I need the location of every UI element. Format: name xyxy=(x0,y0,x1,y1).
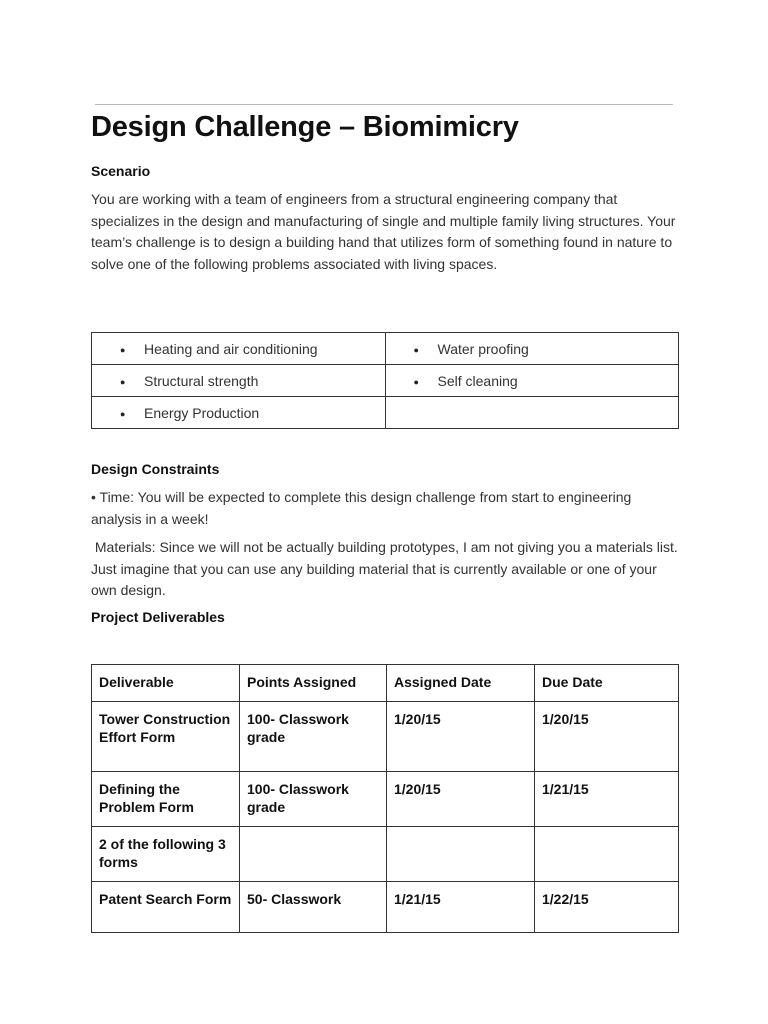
table-cell xyxy=(385,333,679,365)
table-cell: Tower Construction Effort Form xyxy=(92,701,240,771)
table-cell xyxy=(535,826,679,881)
table-cell: Defining the Problem Form xyxy=(92,771,240,826)
problem-label: Structural strength xyxy=(144,372,259,389)
constraint-materials: Materials: Since we will not be actually building prototypes, I am not giving you a materials list. Just imagine that you can use any building material that is currently available or one of your own design. xyxy=(91,539,686,598)
table-row xyxy=(92,771,679,826)
column-header: Assigned Date xyxy=(387,665,535,702)
table-cell: 1/20/15 xyxy=(535,701,679,771)
table-cell xyxy=(92,397,386,429)
table-cell: 1/20/15 xyxy=(387,701,535,771)
table-cell xyxy=(385,365,679,397)
table-row xyxy=(92,397,679,429)
table-cell: 1/21/15 xyxy=(535,771,679,826)
table-row xyxy=(92,701,679,771)
table-cell xyxy=(92,365,386,397)
bullet-icon: ● xyxy=(120,376,126,387)
table-cell-empty xyxy=(385,397,679,429)
table-row xyxy=(92,881,679,932)
document-title: Design Challenge – Biomimicry xyxy=(91,111,519,143)
constraints-heading: Design Constraints xyxy=(91,461,220,477)
table-cell xyxy=(387,826,535,881)
table-cell: 100- Classwork grade xyxy=(240,701,387,771)
table-cell xyxy=(92,333,386,365)
constraint-time: • Time: You will be expected to complete this design challenge from start to engineering analysis in a week! xyxy=(91,489,632,527)
table-cell: 1/22/15 xyxy=(535,881,679,932)
scenario-heading: Scenario xyxy=(91,163,151,179)
table-row xyxy=(92,826,679,881)
table-cell: 1/20/15 xyxy=(387,771,535,826)
problem-label: Water proofing xyxy=(437,340,529,357)
bullet-icon: ● xyxy=(120,408,126,419)
header-divider xyxy=(95,104,673,105)
table-row xyxy=(92,333,679,365)
problems-table xyxy=(91,332,679,429)
scenario-text: You are working with a team of engineers from a structural engineering company that specializes in the design and manufacturing of single and multiple family living structures. Your team’s challenge is to design a building hand that utilizes form of something found in nature to solve one of the following problems associated with living spaces. xyxy=(91,191,676,272)
table-cell: 1/21/15 xyxy=(387,881,535,932)
bullet-icon: ● xyxy=(120,344,126,355)
column-header: Due Date xyxy=(535,665,679,702)
problem-label: Heating and air conditioning xyxy=(144,340,318,357)
problem-label: Energy Production xyxy=(144,404,260,421)
table-cell: 2 of the following 3 forms xyxy=(92,826,240,881)
table-row xyxy=(92,365,679,397)
table-cell xyxy=(240,826,387,881)
problem-label: Self cleaning xyxy=(437,372,518,389)
table-cell: 50- Classwork xyxy=(240,881,387,932)
table-cell: Patent Search Form xyxy=(92,881,240,932)
table-header-row xyxy=(92,665,679,702)
bullet-icon: ● xyxy=(413,376,419,387)
column-header: Deliverable xyxy=(92,665,240,702)
deliverables-table xyxy=(91,664,679,933)
column-header: Points Assigned xyxy=(240,665,387,702)
bullet-icon: ● xyxy=(413,344,419,355)
deliverables-heading: Project Deliverables xyxy=(91,609,225,625)
table-cell: 100- Classwork grade xyxy=(240,771,387,826)
